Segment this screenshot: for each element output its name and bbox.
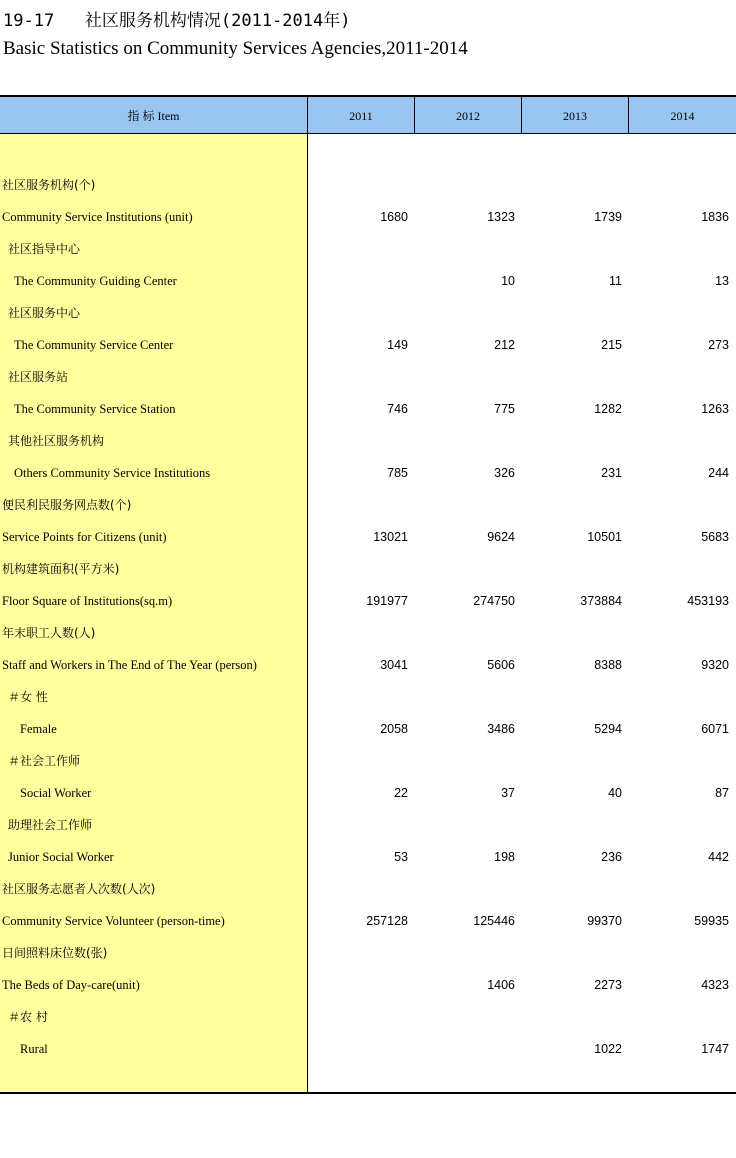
header-year-2011: 2011 <box>308 97 415 133</box>
cell-value-2011 <box>308 166 408 198</box>
cell-value-2013: 10501 <box>587 530 622 544</box>
cell-value-2011: 1680 <box>380 210 408 224</box>
cell-value-2012 <box>415 1030 515 1062</box>
cell-value-2011 <box>308 614 408 646</box>
cell-value-2013 <box>522 550 622 582</box>
cell-value-2014 <box>629 998 729 1030</box>
cell-value-2014 <box>629 806 729 838</box>
cell-value-2011: 13021 <box>373 530 408 544</box>
cell-value-2013: 231 <box>601 466 622 480</box>
cell-value-2011 <box>308 294 408 326</box>
table-row <box>0 390 736 422</box>
statistics-table <box>0 95 736 1094</box>
row-label: 社区服务志愿者人次数(人次) <box>2 882 156 896</box>
cell-value-2012 <box>415 806 515 838</box>
cell-value-2011 <box>308 230 408 262</box>
cell-value-2013 <box>522 294 622 326</box>
cell-value-2011 <box>308 262 408 294</box>
cell-value-2012: 1323 <box>487 210 515 224</box>
table-row <box>0 646 736 678</box>
row-label: 社区服务机构(个) <box>2 178 96 192</box>
cell-value-2012 <box>415 134 515 166</box>
cell-value-2011 <box>308 806 408 838</box>
cell-value-2014 <box>629 614 729 646</box>
table-row <box>0 582 736 614</box>
cell-value-2012: 125446 <box>473 914 515 928</box>
cell-value-2012: 212 <box>494 338 515 352</box>
table-row <box>0 422 736 454</box>
row-label: 其他社区服务机构 <box>8 434 105 448</box>
cell-value-2013 <box>522 678 622 710</box>
header-item: 指 标 Item <box>0 97 308 133</box>
row-label: Social Worker <box>20 786 92 800</box>
cell-value-2013 <box>522 998 622 1030</box>
row-label: 年末职工人数(人) <box>2 626 96 640</box>
cell-value-2012 <box>415 678 515 710</box>
cell-value-2014: 59935 <box>694 914 729 928</box>
row-label: Service Points for Citizens (unit) <box>2 530 167 544</box>
table-row <box>0 358 736 390</box>
cell-value-2014: 1747 <box>701 1042 729 1056</box>
row-label: Female <box>20 722 57 736</box>
table-row <box>0 774 736 806</box>
row-label: Floor Square of Institutions(sq.m) <box>2 594 173 608</box>
cell-value-2014: 1836 <box>701 210 729 224</box>
table-row <box>0 870 736 902</box>
cell-value-2014: 5683 <box>701 530 729 544</box>
cell-value-2014 <box>629 870 729 902</box>
cell-value-2011: 785 <box>387 466 408 480</box>
cell-value-2011: 3041 <box>380 658 408 672</box>
cell-value-2013: 215 <box>601 338 622 352</box>
cell-value-2013: 1282 <box>594 402 622 416</box>
row-label: Staff and Workers in The End of The Year (person) <box>2 658 257 672</box>
table-row <box>0 326 736 358</box>
cell-value-2013 <box>522 422 622 454</box>
cell-value-2013 <box>522 742 622 774</box>
header-year-2014: 2014 <box>670 109 695 123</box>
table-header <box>0 97 736 134</box>
cell-value-2011 <box>308 998 408 1030</box>
cell-value-2014: 9320 <box>701 658 729 672</box>
cell-value-2012: 326 <box>494 466 515 480</box>
table-bottom-rule <box>0 1092 736 1094</box>
cell-value-2013: 5294 <box>594 722 622 736</box>
cell-value-2014 <box>629 678 729 710</box>
row-label: The Community Guiding Center <box>14 274 177 288</box>
row-label: 社区服务中心 <box>8 306 81 320</box>
row-label: The Community Service Station <box>14 402 176 416</box>
cell-value-2014 <box>629 422 729 454</box>
cell-value-2013 <box>522 166 622 198</box>
cell-value-2011 <box>308 134 408 166</box>
cell-value-2012: 37 <box>501 786 515 800</box>
table-row <box>0 934 736 966</box>
cell-value-2014 <box>629 486 729 518</box>
cell-value-2012 <box>415 166 515 198</box>
row-label: 助理社会工作师 <box>8 818 93 832</box>
row-label: Community Service Institutions (unit) <box>2 210 193 224</box>
row-label: Others Community Service Institutions <box>14 466 211 480</box>
cell-value-2014: 1263 <box>701 402 729 416</box>
cell-value-2012 <box>415 294 515 326</box>
cell-value-2014: 273 <box>708 338 729 352</box>
cell-value-2011: 22 <box>394 786 408 800</box>
table-row <box>0 806 736 838</box>
cell-value-2013 <box>522 230 622 262</box>
cell-value-2013: 99370 <box>587 914 622 928</box>
table-row <box>0 518 736 550</box>
cell-value-2011 <box>308 1030 408 1062</box>
header-year-2012: 2012 <box>415 97 522 133</box>
cell-value-2014 <box>629 134 729 166</box>
cell-value-2012: 5606 <box>487 658 515 672</box>
cell-value-2014: 6071 <box>701 722 729 736</box>
cell-value-2014: 244 <box>708 466 729 480</box>
cell-value-2014 <box>629 550 729 582</box>
cell-value-2013 <box>522 486 622 518</box>
table-row <box>0 550 736 582</box>
cell-value-2011 <box>308 550 408 582</box>
cell-value-2013: 236 <box>601 850 622 864</box>
cell-value-2011: 149 <box>387 338 408 352</box>
cell-value-2012: 1406 <box>487 978 515 992</box>
cell-value-2012 <box>415 422 515 454</box>
cell-value-2012 <box>415 230 515 262</box>
cell-value-2014: 453193 <box>687 594 729 608</box>
cell-value-2011: 746 <box>387 402 408 416</box>
cell-value-2013: 1739 <box>594 210 622 224</box>
cell-value-2013 <box>522 870 622 902</box>
table-row <box>0 838 736 870</box>
table-title-chinese: 19-17 社区服务机构情况(2011-2014年) <box>3 11 351 31</box>
cell-value-2014 <box>629 166 729 198</box>
row-label: Community Service Volunteer (person-time) <box>2 914 225 928</box>
cell-value-2011: 53 <box>394 850 408 864</box>
cell-value-2014 <box>629 294 729 326</box>
table-row <box>0 454 736 486</box>
cell-value-2012 <box>415 934 515 966</box>
cell-value-2011 <box>308 358 408 390</box>
cell-value-2014 <box>629 230 729 262</box>
table-row <box>0 166 736 198</box>
row-label: Junior Social Worker <box>8 850 114 864</box>
cell-value-2013: 40 <box>608 786 622 800</box>
cell-value-2012 <box>415 870 515 902</box>
cell-value-2011 <box>308 966 408 998</box>
row-label: 机构建筑面积(平方米) <box>2 562 120 576</box>
table-row <box>0 294 736 326</box>
table-row <box>0 262 736 294</box>
cell-value-2012 <box>415 486 515 518</box>
cell-value-2012: 3486 <box>487 722 515 736</box>
row-label: 社区指导中心 <box>8 242 81 256</box>
cell-value-2011 <box>308 486 408 518</box>
cell-value-2014 <box>629 934 729 966</box>
cell-value-2014: 442 <box>708 850 729 864</box>
table-row <box>0 966 736 998</box>
cell-value-2011: 191977 <box>366 594 408 608</box>
cell-value-2013: 1022 <box>594 1042 622 1056</box>
row-label: 便民利民服务网点数(个) <box>2 498 132 512</box>
row-label: The Beds of Day-care(unit) <box>2 978 140 992</box>
cell-value-2011 <box>308 870 408 902</box>
table-row <box>0 678 736 710</box>
table-body <box>0 134 736 1062</box>
table-row <box>0 198 736 230</box>
cell-value-2013 <box>522 134 622 166</box>
cell-value-2011: 257128 <box>366 914 408 928</box>
cell-value-2012 <box>415 550 515 582</box>
table-row <box>0 742 736 774</box>
cell-value-2014: 87 <box>715 786 729 800</box>
cell-value-2013: 373884 <box>580 594 622 608</box>
cell-value-2012: 10 <box>501 274 515 288</box>
cell-value-2013: 11 <box>609 274 622 288</box>
cell-value-2011 <box>308 678 408 710</box>
table-row <box>0 998 736 1030</box>
cell-value-2014: 13 <box>715 274 729 288</box>
table-row <box>0 902 736 934</box>
header-year-2013: 2013 <box>522 97 629 133</box>
table-row <box>0 614 736 646</box>
row-label: 日间照料床位数(张) <box>2 946 108 960</box>
cell-value-2011 <box>308 934 408 966</box>
cell-value-2013: 2273 <box>594 978 622 992</box>
cell-value-2012: 775 <box>494 402 515 416</box>
cell-value-2013 <box>522 358 622 390</box>
cell-value-2013: 8388 <box>594 658 622 672</box>
cell-value-2012: 274750 <box>473 594 515 608</box>
cell-value-2012 <box>415 998 515 1030</box>
cell-value-2012 <box>415 358 515 390</box>
cell-value-2014 <box>629 358 729 390</box>
cell-value-2012 <box>415 742 515 774</box>
row-label: ＃农 村 <box>8 1010 48 1024</box>
cell-value-2013 <box>522 806 622 838</box>
cell-value-2011 <box>308 742 408 774</box>
table-row <box>0 134 736 166</box>
cell-value-2014 <box>629 742 729 774</box>
table-row <box>0 1030 736 1062</box>
cell-value-2013 <box>522 934 622 966</box>
cell-value-2014: 4323 <box>701 978 729 992</box>
cell-value-2011: 2058 <box>380 722 408 736</box>
row-label: The Community Service Center <box>14 338 174 352</box>
row-label: Rural <box>20 1042 48 1056</box>
table-row <box>0 230 736 262</box>
cell-value-2013 <box>522 614 622 646</box>
cell-value-2011 <box>308 422 408 454</box>
row-label: ＃社会工作师 <box>8 754 81 768</box>
row-label: 社区服务站 <box>8 370 69 384</box>
table-title-english: Basic Statistics on Community Services Agencies,2011-2014 <box>3 38 468 59</box>
row-label: ＃女 性 <box>8 690 48 704</box>
table-row <box>0 710 736 742</box>
cell-value-2012 <box>415 614 515 646</box>
cell-value-2012: 9624 <box>487 530 515 544</box>
cell-value-2012: 198 <box>494 850 515 864</box>
table-row <box>0 486 736 518</box>
